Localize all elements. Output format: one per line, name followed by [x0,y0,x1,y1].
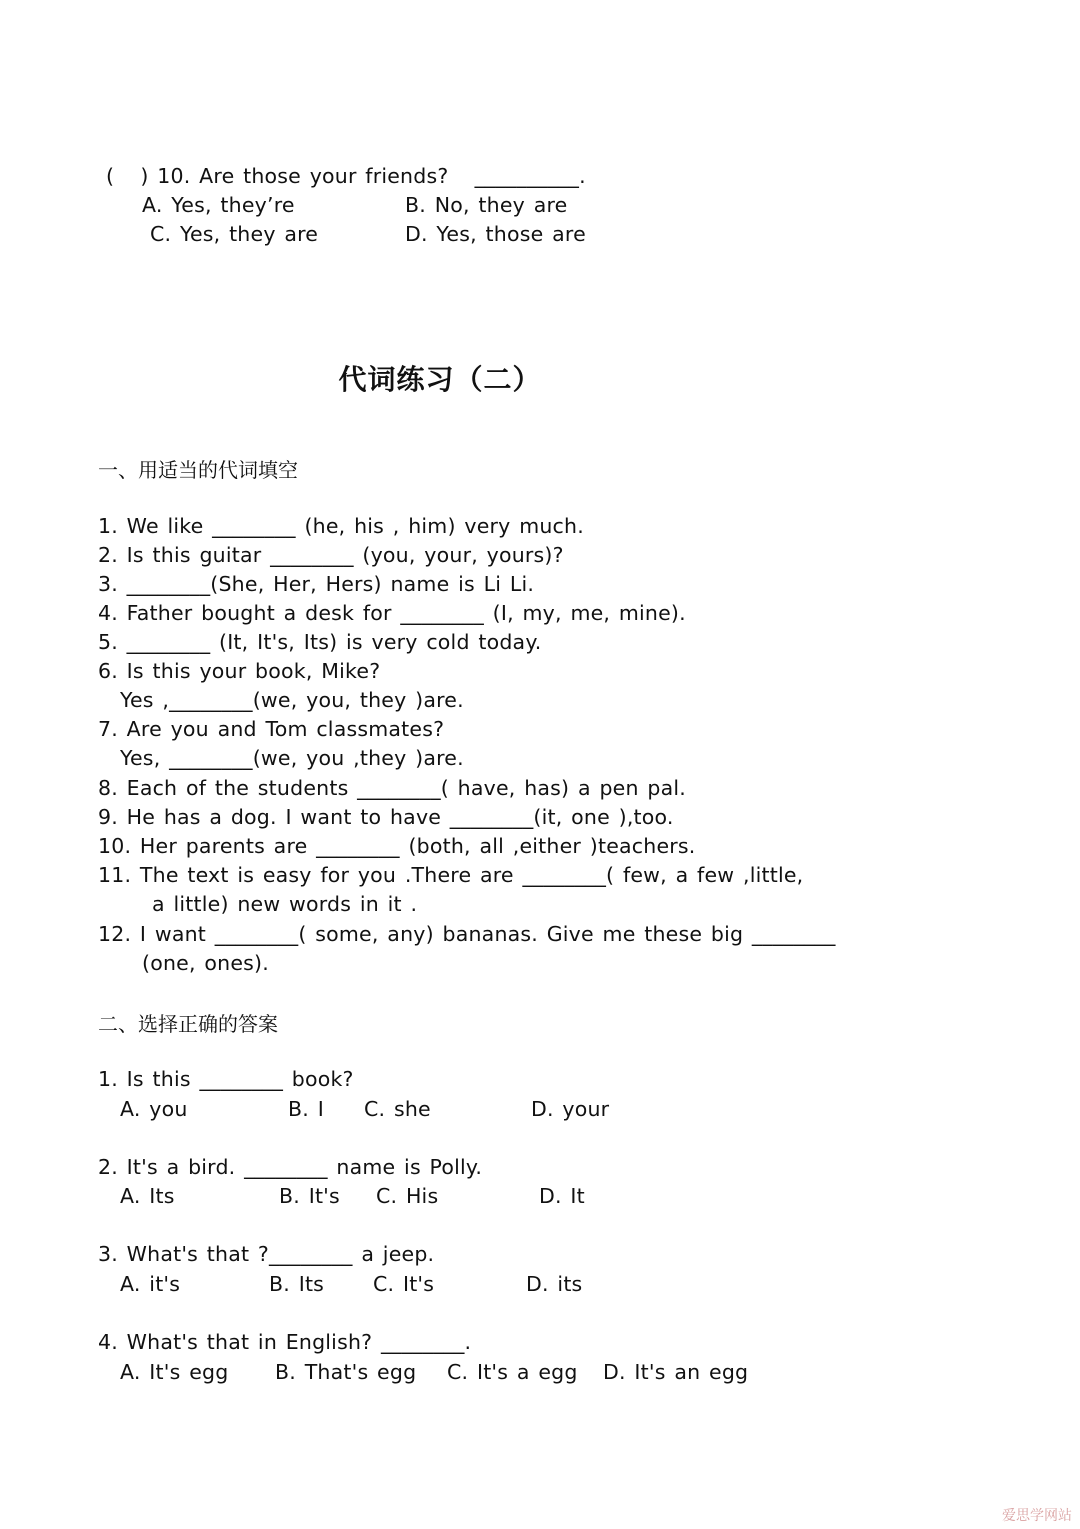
choice-q3-option-b: B. Its [269,1272,325,1296]
prev-option-a: A. Yes, they’re [142,193,295,217]
prev-option-d: D. Yes, those are [405,222,586,246]
choice-q1-stem: 1. Is this ________ book? [98,1067,354,1091]
watermark: 爱思学网站 [1002,1508,1072,1524]
fill-line-11: 11. The text is easy for you .There are ________( few, a few ,little, [98,863,804,887]
choice-q2-stem: 2. It's a bird. ________ name is Polly. [98,1155,483,1179]
choice-q3-option-c: C. It's [373,1272,435,1296]
fill-line-1: 1. We like ________ (he, his , him) very much. [98,514,584,538]
fill-line-3: 3. ________(She, Her, Hers) name is Li Li. [98,572,535,596]
fill-line-6: 6. Is this your book, Mike? [98,659,381,683]
choice-q4-option-d: D. It's an egg [603,1360,749,1384]
fill-line-5: 5. ________ (It, It's, Its) is very cold today. [98,630,542,654]
choice-q4-option-b: B. That's egg [275,1360,417,1384]
fill-line-12: 12. I want ________( some, any) bananas. Give me these big ________ [98,922,836,946]
choice-q4-stem: 4. What's that in English? ________. [98,1330,472,1354]
section1-heading: 一、用适当的代词填空 [98,458,298,482]
choice-q4-option-a: A. It's egg [120,1360,229,1384]
prev-question-stem: ( ) 10. Are those your friends? __________. [106,164,586,188]
fill-line-11-cont: a little) new words in it . [152,892,418,916]
prev-option-b: B. No, they are [405,193,568,217]
fill-line-9: 9. He has a dog. I want to have ________(it, one ),too. [98,805,674,829]
section2-heading: 二、选择正确的答案 [98,1012,278,1036]
choice-q3-option-d: D. its [526,1272,583,1296]
choice-q3-stem: 3. What's that ?________ a jeep. [98,1242,435,1266]
choice-q1-option-a: A. you [120,1097,188,1121]
prev-option-c: C. Yes, they are [150,222,319,246]
fill-line-4: 4. Father bought a desk for ________ (I, my, me, mine). [98,601,686,625]
choice-q2-option-b: B. It's [279,1184,340,1208]
fill-line-7: 7. Are you and Tom classmates? [98,717,445,741]
fill-line-2: 2. Is this guitar ________ (you, your, yours)? [98,543,564,567]
fill-line-6-answer: Yes ,________(we, you, they )are. [120,688,464,712]
fill-line-12-cont: (one, ones). [142,951,269,975]
choice-q2-option-a: A. Its [120,1184,175,1208]
choice-q4-option-c: C. It's a egg [447,1360,578,1384]
page-title: 代词练习（二） [338,363,542,396]
choice-q2-option-c: C. His [376,1184,439,1208]
choice-q1-option-c: C. she [364,1097,431,1121]
choice-q2-option-d: D. It [539,1184,585,1208]
fill-line-8: 8. Each of the students ________( have, has) a pen pal. [98,776,686,800]
choice-q3-option-a: A. it's [120,1272,181,1296]
choice-q1-option-d: D. your [531,1097,610,1121]
fill-line-7-answer: Yes, ________(we, you ,they )are. [120,746,464,770]
choice-q1-option-b: B. I [288,1097,324,1121]
fill-line-10: 10. Her parents are ________ (both, all ,either )teachers. [98,834,696,858]
